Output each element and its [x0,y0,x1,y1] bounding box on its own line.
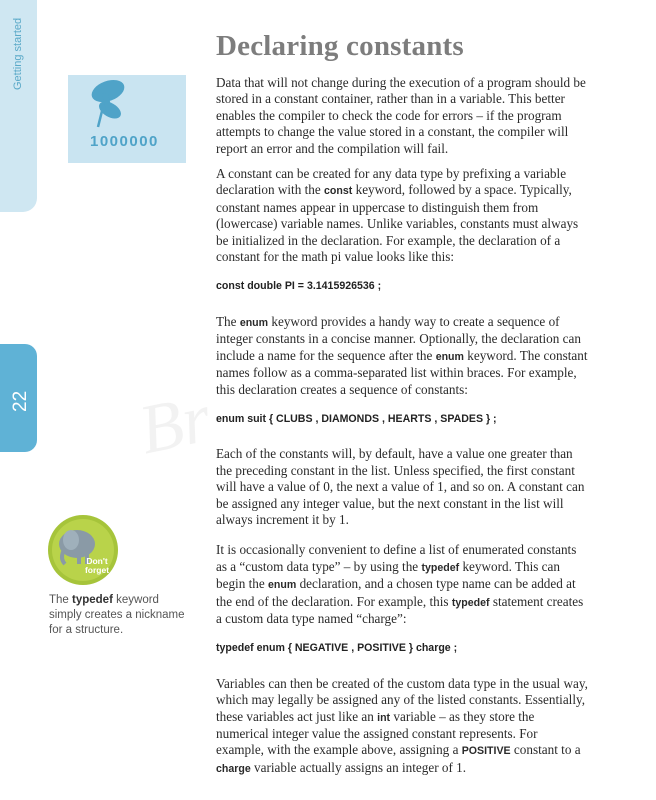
page-number: 22 [10,390,31,412]
badge-line2: forget [84,565,110,575]
tip-keyword: typedef [72,594,113,606]
section-tab-label: Getting started [12,17,24,90]
keyword-positive: POSITIVE [461,745,511,758]
dont-forget-badge [47,514,119,586]
paragraph-1: Data that will not change during the execution of a program should be stored in a constant container, rather than in a variable. This better enables the compiler to check the code for errors – if the program attempts to change the value stored in a constant, the compiler will report an error and the compilation will fail. [216,75,586,156]
paragraph-5: It is occasionally convenient to define a list of enumerated constants as a “custom data type” – by using the typedef keyword. This can begin the enum declaration, and a chosen type name can be added at the end of the declaration. For example, this typedef statement creates a custom data type named “charge”: [216,542,584,626]
watermark: Br [132,379,218,470]
keyword-typedef: typedef [421,561,460,574]
code-const-pi: const double PI = 3.1415926536 ; [216,280,382,293]
page-title: Declaring constants [216,30,464,62]
keyword-typedef-2: typedef [451,596,490,609]
paragraph-3: The enum keyword provides a handy way to create a sequence of integer constants in a concise manner. Optionally, the declaration can include a name for the sequence after the enum keyword. The constant names follow as a comma-separated list within braces. For example, this declaration creates a sequence of constants: [216,313,588,397]
code-typedef-charge: typedef enum { NEGATIVE , POSITIVE } charge ; [216,642,458,655]
paragraph-6: Variables can then be created of the custom data type in the usual way, which may legally be assigned any of the listed constants. Essentially, these variables act just like an int variable – as they store the numerical integer value the assigned constant represents. For example, with the example above, assigning a POSITIVE constant to a charge variable actually assigns an integer of 1. [216,675,588,775]
keyword-enum: enum [239,316,269,329]
keyword-enum-2: enum [435,350,464,363]
code-enum-suit: enum suit { CLUBS , DIAMONDS , HEARTS , SPADES } ; [216,412,497,425]
tip-text-pre: The [49,594,73,606]
constant-illustration [68,75,186,163]
keyword-charge: charge [216,762,251,775]
keyword-int: int [377,711,391,724]
keyword-enum-3: enum [268,579,297,592]
paragraph-4: Each of the constants will, by default, have a value one greater than the preceding constant in the list. Unless specified, the first constant will have a value of 0, the next a value of 1, and so on. A constant can be assigned any integer value, but the next constant in the list will always increment it by 1. [216,446,585,527]
paragraph-2: A constant can be created for any data type by prefixing a variable declaration with the const keyword, followed by a space. Typically, constant names appear in uppercase to distinguish them from (lowercase) variable names. Unlike variables, constants must always be initialized in the declaration. For example, the declaration of a constant for the math pi value looks like this: [216,166,579,265]
badge-line1: Don't [86,556,108,566]
keyword-const: const [324,185,353,198]
tip-text-post: keyword simply creates a nickname for a structure. [49,594,185,636]
body-text [216,75,588,786]
tip-text [49,593,194,638]
constant-value-label: 1000000 [90,133,159,150]
